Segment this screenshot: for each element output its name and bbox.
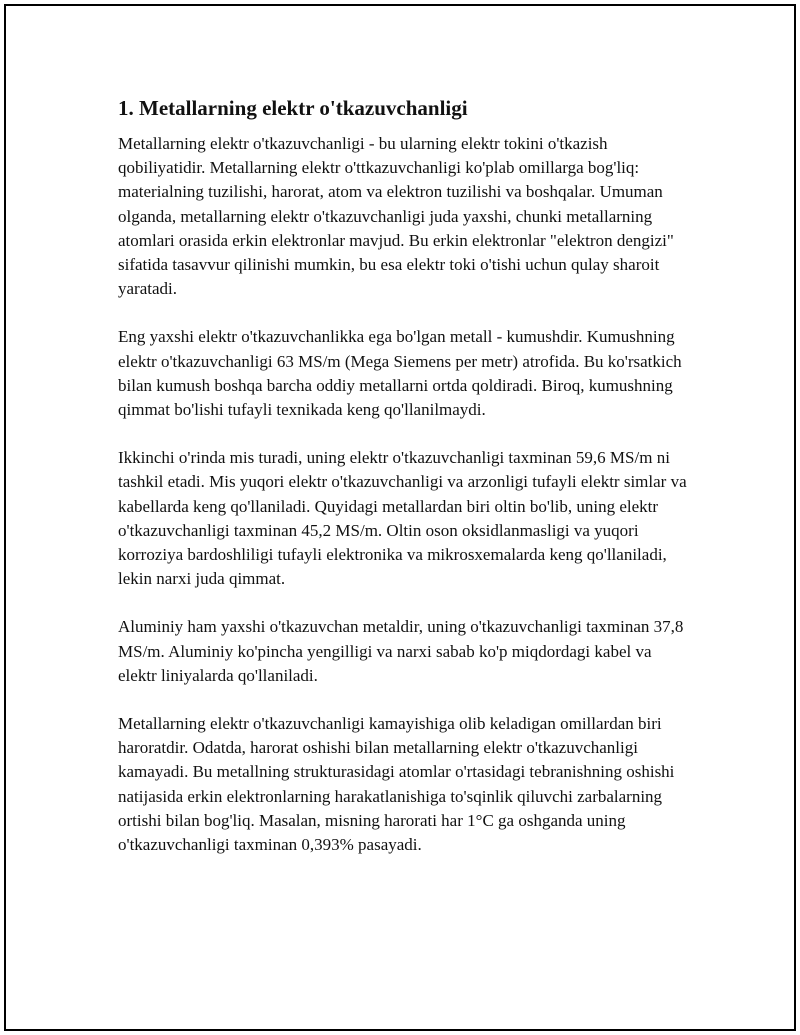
- paragraph-temperature: Metallarning elektr o'tkazuvchanligi kamayishiga olib keladigan omillardan biri haroratdir. Odatda, harorat oshishi bilan metallarning elektr o'tkazuvchanligi kamayadi. Bu metallning strukturasidagi atomlar o'rtasidagi tebranishning oshishi natijasida erkin elektronlarning harakatlanishiga to'sqinlik qiluvchi zarbalarning ortishi bilan bog'liq. Masalan, misning harorati har 1°C ga oshganda uning o'tkazuvchanligi taxminan 0,393% pasayadi.: [118, 714, 675, 855]
- section-heading: 1. Metallarning elektr o'tkazuvchanligi: [118, 96, 468, 120]
- paragraph-copper-gold: Ikkinchi o'rinda mis turadi, uning elektr o'tkazuvchanligi taxminan 59,6 MS/m ni tashkil etadi. Mis yuqori elektr o'tkazuvchanligi va arzonligi tufayli elektr simlar va kabellarda keng qo'llaniladi. Quyidagi metallardan biri oltin bo'lib, uning elektr o'tkazuvchanligi taxminan 45,2 MS/m. Oltin oson oksidlanmasligi va yuqori korroziya bardoshliligi tufayli elektronika va mikrosxemalarda keng qo'llaniladi, lekin narxi juda qimmat.: [118, 448, 687, 589]
- paragraph-aluminium: Aluminiy ham yaxshi o'tkazuvchan metaldir, uning o'tkazuvchanligi taxminan 37,8 MS/m. Aluminiy ko'pincha yengilligi va narxi sabab ko'p miqdordagi kabel va elektr liniyalarda qo'llaniladi.: [118, 617, 684, 685]
- paragraph-silver: Eng yaxshi elektr o'tkazuvchanlikka ega bo'lgan metall - kumushdir. Kumushning elektr o'tkazuvchanligi 63 MS/m (Mega Siemens per metr) atrofida. Bu ko'rsatkich bilan kumush boshqa barcha oddiy metallarni ortda qoldiradi. Biroq, kumushning qimmat bo'lishi tufayli texnikada keng qo'llanilmaydi.: [118, 327, 682, 420]
- paragraph-intro: Metallarning elektr o'tkazuvchanligi - bu ularning elektr tokini o'tkazish qobiliyatidir. Metallarning elektr o'ttkazuvchanligi ko'plab omillarga bog'liq: materialning tuzilishi, harorat, atom va elektron tuzilishi va boshqalar. Umuman olganda, metallarning elektr o'tkazuvchanligi juda yaxshi, chunki metallarning atomlari orasida erkin elektronlar mavjud. Bu erkin elektronlar "elektron dengizi" sifatida tasavvur qilinishi mumkin, bu esa elektr toki o'tishi uchun qulay sharoit yaratadi.: [118, 134, 674, 299]
- document-body: [118, 94, 688, 881]
